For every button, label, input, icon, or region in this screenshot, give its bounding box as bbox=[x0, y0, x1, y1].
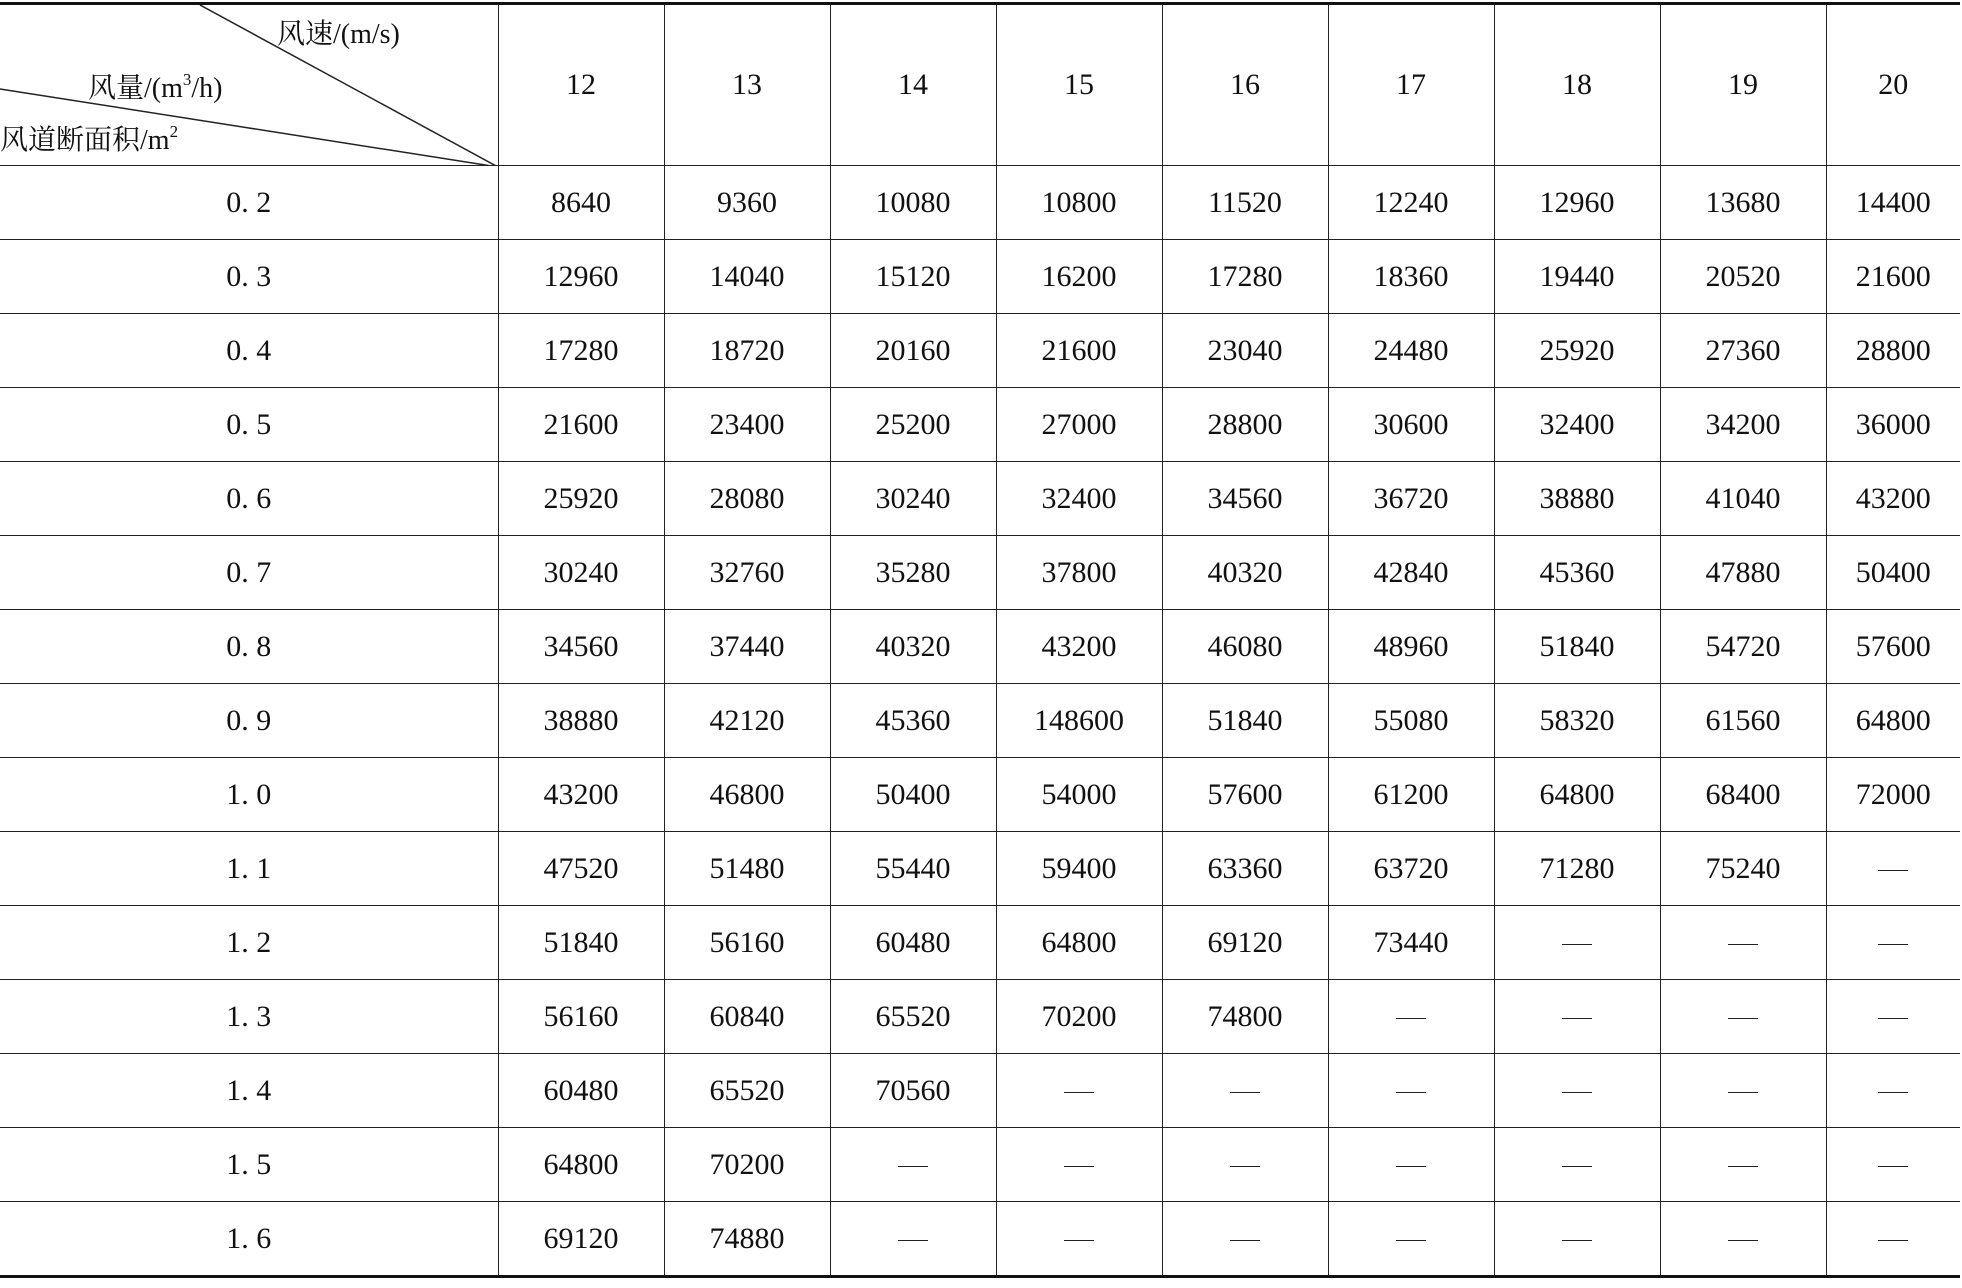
table-row bbox=[0, 684, 1960, 758]
airflow-value-cell: 36000 bbox=[1826, 388, 1960, 462]
airflow-value-cell: 58320 bbox=[1494, 684, 1660, 758]
airflow-value-cell: 37440 bbox=[664, 610, 830, 684]
airflow-value-cell: 9360 bbox=[664, 166, 830, 240]
airflow-value-cell: 28800 bbox=[1826, 314, 1960, 388]
airflow-value-cell: 34200 bbox=[1660, 388, 1826, 462]
area-cell: 0. 6 bbox=[0, 462, 498, 536]
airflow-value-cell: 36720 bbox=[1328, 462, 1494, 536]
empty-dash-cell bbox=[1826, 1128, 1960, 1202]
airflow-value-cell: 43200 bbox=[1826, 462, 1960, 536]
airflow-value-cell: 64800 bbox=[498, 1128, 664, 1202]
empty-dash-cell bbox=[1162, 1054, 1328, 1128]
airflow-value-cell: 28800 bbox=[1162, 388, 1328, 462]
dash-mark bbox=[1728, 1166, 1758, 1167]
airflow-value-cell: 14040 bbox=[664, 240, 830, 314]
airflow-value-cell: 46800 bbox=[664, 758, 830, 832]
airflow-value-cell: 59400 bbox=[996, 832, 1162, 906]
airflow-value-cell: 12960 bbox=[498, 240, 664, 314]
airflow-value-cell: 73440 bbox=[1328, 906, 1494, 980]
area-cell: 0. 9 bbox=[0, 684, 498, 758]
airflow-value-cell: 74880 bbox=[664, 1202, 830, 1277]
area-cell: 1. 6 bbox=[0, 1202, 498, 1277]
airflow-value-cell: 46080 bbox=[1162, 610, 1328, 684]
speed-header-cell: 15 bbox=[996, 4, 1162, 166]
speed-header-cell: 18 bbox=[1494, 4, 1660, 166]
table-row bbox=[0, 166, 1960, 240]
dash-mark bbox=[1728, 944, 1758, 945]
airflow-value-cell: 56160 bbox=[664, 906, 830, 980]
airflow-value-cell: 20160 bbox=[830, 314, 996, 388]
airflow-value-cell: 56160 bbox=[498, 980, 664, 1054]
airflow-value-cell: 65520 bbox=[664, 1054, 830, 1128]
empty-dash-cell bbox=[996, 1128, 1162, 1202]
airflow-value-cell: 21600 bbox=[498, 388, 664, 462]
table-row bbox=[0, 314, 1960, 388]
speed-header-cell: 17 bbox=[1328, 4, 1494, 166]
empty-dash-cell bbox=[1494, 1054, 1660, 1128]
dash-mark bbox=[1878, 1240, 1908, 1241]
empty-dash-cell bbox=[1660, 906, 1826, 980]
airflow-value-cell: 51840 bbox=[1494, 610, 1660, 684]
airflow-value-cell: 57600 bbox=[1826, 610, 1960, 684]
airflow-value-cell: 32400 bbox=[996, 462, 1162, 536]
empty-dash-cell bbox=[1660, 980, 1826, 1054]
dash-mark bbox=[1562, 1018, 1592, 1019]
dash-mark bbox=[1728, 1092, 1758, 1093]
airflow-value-cell: 64800 bbox=[1494, 758, 1660, 832]
empty-dash-cell bbox=[1328, 1202, 1494, 1277]
airflow-value-cell: 35280 bbox=[830, 536, 996, 610]
airflow-value-cell: 41040 bbox=[1660, 462, 1826, 536]
table-row bbox=[0, 758, 1960, 832]
table-row bbox=[0, 832, 1960, 906]
airflow-value-cell: 51840 bbox=[498, 906, 664, 980]
airflow-value-cell: 18360 bbox=[1328, 240, 1494, 314]
table-row bbox=[0, 1054, 1960, 1128]
airflow-value-cell: 68400 bbox=[1660, 758, 1826, 832]
speed-header-cell: 16 bbox=[1162, 4, 1328, 166]
empty-dash-cell bbox=[996, 1054, 1162, 1128]
dash-mark bbox=[898, 1166, 928, 1167]
speed-header-cell: 19 bbox=[1660, 4, 1826, 166]
speed-header-cell: 14 bbox=[830, 4, 996, 166]
airflow-value-cell: 42840 bbox=[1328, 536, 1494, 610]
airflow-value-cell: 65520 bbox=[830, 980, 996, 1054]
airflow-value-cell: 70560 bbox=[830, 1054, 996, 1128]
empty-dash-cell bbox=[1494, 980, 1660, 1054]
table-row bbox=[0, 1128, 1960, 1202]
empty-dash-cell bbox=[1328, 1054, 1494, 1128]
airflow-value-cell: 55080 bbox=[1328, 684, 1494, 758]
header-row bbox=[0, 4, 1960, 166]
airflow-value-cell: 50400 bbox=[830, 758, 996, 832]
airflow-value-cell: 38880 bbox=[498, 684, 664, 758]
table-row bbox=[0, 906, 1960, 980]
airflow-value-cell: 30240 bbox=[498, 536, 664, 610]
airflow-value-cell: 45360 bbox=[830, 684, 996, 758]
airflow-value-cell: 43200 bbox=[996, 610, 1162, 684]
airflow-value-cell: 19440 bbox=[1494, 240, 1660, 314]
area-cell: 1. 1 bbox=[0, 832, 498, 906]
empty-dash-cell bbox=[1826, 832, 1960, 906]
airflow-value-cell: 38880 bbox=[1494, 462, 1660, 536]
table-row bbox=[0, 1202, 1960, 1277]
airflow-value-cell: 63720 bbox=[1328, 832, 1494, 906]
dash-mark bbox=[1878, 1018, 1908, 1019]
airflow-value-cell: 25920 bbox=[498, 462, 664, 536]
airflow-value-cell: 34560 bbox=[1162, 462, 1328, 536]
dash-mark bbox=[1064, 1240, 1094, 1241]
dash-mark bbox=[1396, 1092, 1426, 1093]
airflow-value-cell: 21600 bbox=[996, 314, 1162, 388]
airflow-value-cell: 24480 bbox=[1328, 314, 1494, 388]
dash-mark bbox=[1878, 944, 1908, 945]
airflow-value-cell: 70200 bbox=[996, 980, 1162, 1054]
airflow-value-cell: 13680 bbox=[1660, 166, 1826, 240]
dash-mark bbox=[1064, 1092, 1094, 1093]
airflow-value-cell: 71280 bbox=[1494, 832, 1660, 906]
airflow-value-cell: 40320 bbox=[1162, 536, 1328, 610]
airflow-value-cell: 60480 bbox=[498, 1054, 664, 1128]
empty-dash-cell bbox=[830, 1128, 996, 1202]
airflow-value-cell: 63360 bbox=[1162, 832, 1328, 906]
dash-mark bbox=[1562, 1166, 1592, 1167]
airflow-value-cell: 54000 bbox=[996, 758, 1162, 832]
airflow-value-cell: 54720 bbox=[1660, 610, 1826, 684]
airflow-value-cell: 64800 bbox=[996, 906, 1162, 980]
dash-mark bbox=[1878, 1092, 1908, 1093]
airflow-value-cell: 25200 bbox=[830, 388, 996, 462]
empty-dash-cell bbox=[1826, 980, 1960, 1054]
dash-mark bbox=[1064, 1166, 1094, 1167]
empty-dash-cell bbox=[1328, 980, 1494, 1054]
airflow-value-cell: 61560 bbox=[1660, 684, 1826, 758]
airflow-value-cell: 16200 bbox=[996, 240, 1162, 314]
airflow-value-cell: 28080 bbox=[664, 462, 830, 536]
airflow-value-cell: 43200 bbox=[498, 758, 664, 832]
dash-mark bbox=[1230, 1166, 1260, 1167]
airflow-value-cell: 12240 bbox=[1328, 166, 1494, 240]
table-row bbox=[0, 462, 1960, 536]
area-cell: 1. 2 bbox=[0, 906, 498, 980]
airflow-value-cell: 148600 bbox=[996, 684, 1162, 758]
dash-mark bbox=[1728, 1240, 1758, 1241]
airflow-value-cell: 69120 bbox=[498, 1202, 664, 1277]
empty-dash-cell bbox=[1328, 1128, 1494, 1202]
airflow-value-cell: 47520 bbox=[498, 832, 664, 906]
area-cell: 0. 8 bbox=[0, 610, 498, 684]
airflow-value-cell: 69120 bbox=[1162, 906, 1328, 980]
empty-dash-cell bbox=[1660, 1202, 1826, 1277]
airflow-value-cell: 27360 bbox=[1660, 314, 1826, 388]
area-cell: 0. 4 bbox=[0, 314, 498, 388]
airflow-value-cell: 32760 bbox=[664, 536, 830, 610]
dash-mark bbox=[1230, 1240, 1260, 1241]
area-cell: 0. 3 bbox=[0, 240, 498, 314]
area-cell: 1. 5 bbox=[0, 1128, 498, 1202]
airflow-value-cell: 42120 bbox=[664, 684, 830, 758]
table-row bbox=[0, 610, 1960, 684]
airflow-value-cell: 61200 bbox=[1328, 758, 1494, 832]
dash-mark bbox=[1562, 944, 1592, 945]
table-row bbox=[0, 240, 1960, 314]
airflow-value-cell: 30240 bbox=[830, 462, 996, 536]
airflow-table bbox=[0, 2, 1960, 1278]
flow-axis-label: 风量$/(m^3/h)$ bbox=[88, 70, 223, 104]
airflow-value-cell: 50400 bbox=[1826, 536, 1960, 610]
airflow-value-cell: 23040 bbox=[1162, 314, 1328, 388]
dash-mark bbox=[1396, 1240, 1426, 1241]
area-axis-label: 风道断面积$/m^2$ bbox=[0, 122, 179, 156]
dash-mark bbox=[1562, 1092, 1592, 1093]
speed-header-cell: 13 bbox=[664, 4, 830, 166]
empty-dash-cell bbox=[830, 1202, 996, 1277]
empty-dash-cell bbox=[1660, 1128, 1826, 1202]
dash-mark bbox=[1728, 1018, 1758, 1019]
airflow-value-cell: 64800 bbox=[1826, 684, 1960, 758]
airflow-value-cell: 30600 bbox=[1328, 388, 1494, 462]
empty-dash-cell bbox=[1162, 1202, 1328, 1277]
dash-mark bbox=[1878, 1166, 1908, 1167]
airflow-value-cell: 27000 bbox=[996, 388, 1162, 462]
area-cell: 1. 4 bbox=[0, 1054, 498, 1128]
speed-axis-label: 风速/(m/s) bbox=[277, 19, 400, 50]
airflow-value-cell: 40320 bbox=[830, 610, 996, 684]
airflow-value-cell: 23400 bbox=[664, 388, 830, 462]
empty-dash-cell bbox=[1494, 1128, 1660, 1202]
airflow-value-cell: 34560 bbox=[498, 610, 664, 684]
dash-mark bbox=[1230, 1092, 1260, 1093]
airflow-value-cell: 47880 bbox=[1660, 536, 1826, 610]
airflow-value-cell: 17280 bbox=[498, 314, 664, 388]
airflow-value-cell: 11520 bbox=[1162, 166, 1328, 240]
airflow-value-cell: 32400 bbox=[1494, 388, 1660, 462]
airflow-value-cell: 8640 bbox=[498, 166, 664, 240]
airflow-value-cell: 20520 bbox=[1660, 240, 1826, 314]
table-row bbox=[0, 536, 1960, 610]
empty-dash-cell bbox=[1826, 1054, 1960, 1128]
speed-header-cell: 12 bbox=[498, 4, 664, 166]
empty-dash-cell bbox=[1494, 906, 1660, 980]
airflow-value-cell: 17280 bbox=[1162, 240, 1328, 314]
area-cell: 1. 0 bbox=[0, 758, 498, 832]
airflow-value-cell: 14400 bbox=[1826, 166, 1960, 240]
airflow-value-cell: 15120 bbox=[830, 240, 996, 314]
dash-mark bbox=[898, 1240, 928, 1241]
airflow-value-cell: 10800 bbox=[996, 166, 1162, 240]
airflow-value-cell: 60480 bbox=[830, 906, 996, 980]
dash-mark bbox=[1396, 1018, 1426, 1019]
empty-dash-cell bbox=[1162, 1128, 1328, 1202]
airflow-value-cell: 75240 bbox=[1660, 832, 1826, 906]
empty-dash-cell bbox=[1494, 1202, 1660, 1277]
empty-dash-cell bbox=[1826, 906, 1960, 980]
empty-dash-cell bbox=[1826, 1202, 1960, 1277]
dash-mark bbox=[1878, 870, 1908, 871]
area-cell: 1. 3 bbox=[0, 980, 498, 1054]
airflow-value-cell: 48960 bbox=[1328, 610, 1494, 684]
airflow-value-cell: 51840 bbox=[1162, 684, 1328, 758]
airflow-value-cell: 51480 bbox=[664, 832, 830, 906]
table-row bbox=[0, 388, 1960, 462]
area-cell: 0. 7 bbox=[0, 536, 498, 610]
dash-mark bbox=[1396, 1166, 1426, 1167]
dash-mark bbox=[1562, 1240, 1592, 1241]
table-row bbox=[0, 980, 1960, 1054]
empty-dash-cell bbox=[1660, 1054, 1826, 1128]
airflow-value-cell: 72000 bbox=[1826, 758, 1960, 832]
diagonal-corner-cell bbox=[0, 4, 498, 166]
airflow-value-cell: 70200 bbox=[664, 1128, 830, 1202]
airflow-value-cell: 25920 bbox=[1494, 314, 1660, 388]
airflow-value-cell: 45360 bbox=[1494, 536, 1660, 610]
airflow-value-cell: 21600 bbox=[1826, 240, 1960, 314]
airflow-value-cell: 12960 bbox=[1494, 166, 1660, 240]
area-cell: 0. 2 bbox=[0, 166, 498, 240]
empty-dash-cell bbox=[996, 1202, 1162, 1277]
airflow-value-cell: 10080 bbox=[830, 166, 996, 240]
airflow-value-cell: 18720 bbox=[664, 314, 830, 388]
area-cell: 0. 5 bbox=[0, 388, 498, 462]
airflow-value-cell: 55440 bbox=[830, 832, 996, 906]
airflow-value-cell: 74800 bbox=[1162, 980, 1328, 1054]
speed-header-cell: 20 bbox=[1826, 4, 1960, 166]
airflow-value-cell: 37800 bbox=[996, 536, 1162, 610]
airflow-value-cell: 57600 bbox=[1162, 758, 1328, 832]
airflow-value-cell: 60840 bbox=[664, 980, 830, 1054]
